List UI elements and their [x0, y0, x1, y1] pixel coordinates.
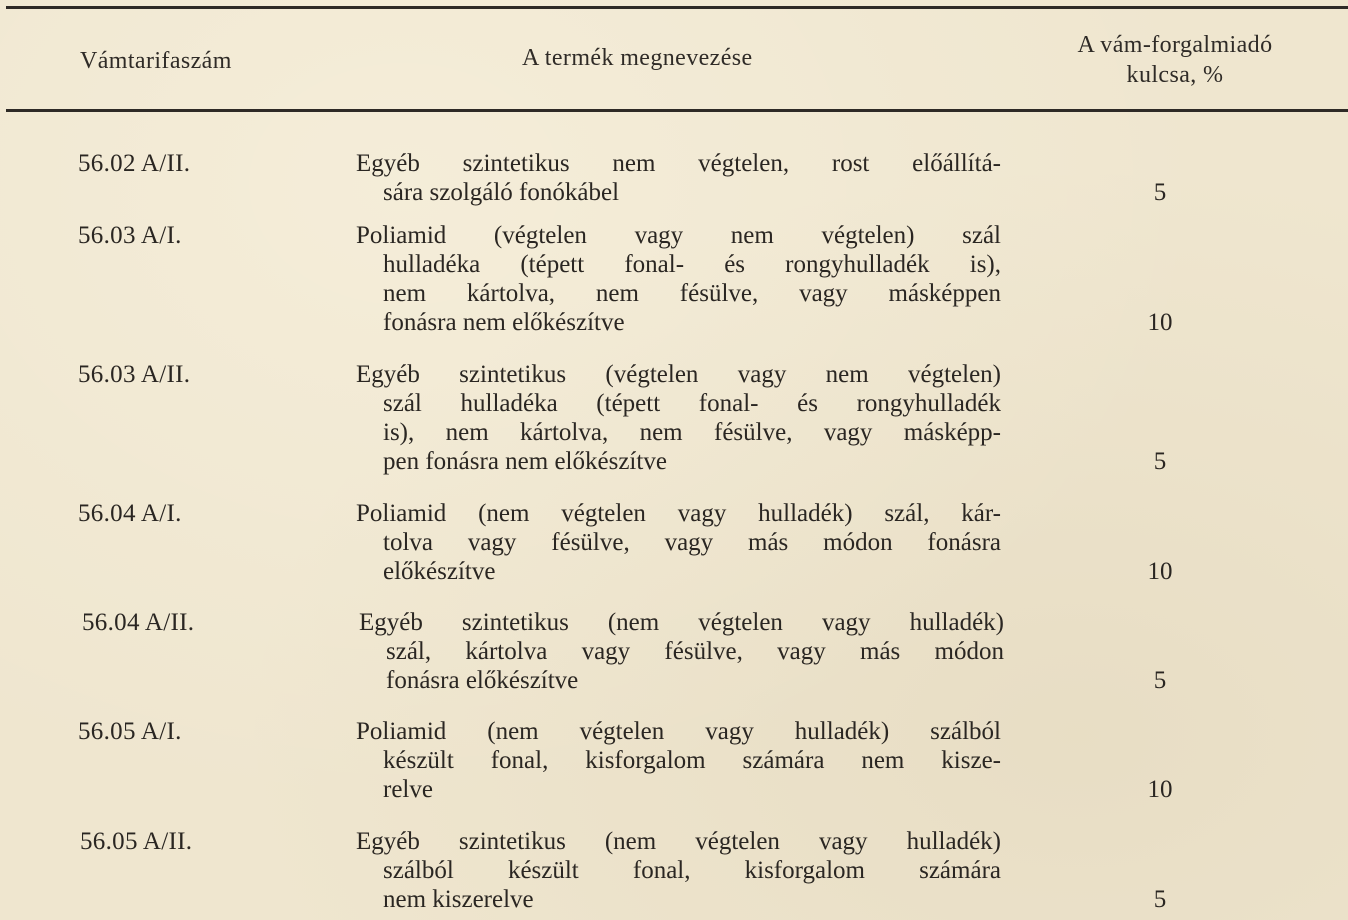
tariff-code: 56.04 A/II. — [82, 609, 195, 636]
description-line: készült fonal, kisforgalom számára nem kisze- — [383, 747, 1001, 774]
product-description — [356, 499, 1001, 586]
tax-rate: 5 — [1153, 179, 1167, 206]
product-description — [356, 149, 1001, 207]
description-line: tolva vagy fésülve, vagy más módon fonásra — [383, 529, 1001, 556]
description-line: Egyéb szintetikus (végtelen vagy nem végtelen) — [356, 361, 1001, 388]
description-line: fonásra előkészítve — [386, 667, 579, 694]
description-line: Poliamid (végtelen vagy nem végtelen) szál — [356, 222, 1001, 249]
tariff-code: 56.03 A/II. — [78, 361, 191, 388]
product-description — [356, 221, 1001, 337]
product-description — [356, 717, 1001, 804]
description-line: szál, kártolva vagy fésülve, vagy más módon — [386, 638, 1004, 665]
header-rule — [6, 109, 1348, 112]
description-line: Poliamid (nem végtelen vagy hulladék) szál, kár- — [356, 500, 1001, 527]
tariff-code: 56.05 A/II. — [80, 828, 193, 855]
column-header-code: Vámtarifaszám — [80, 48, 232, 74]
description-line: fonásra nem előkészítve — [383, 309, 625, 336]
description-line: is), nem kártolva, nem fésülve, vagy másképp- — [383, 419, 1001, 446]
description-line: hulladéka (tépett fonal- és rongyhulladék is), — [383, 251, 1001, 278]
tax-rate: 5 — [1153, 448, 1167, 475]
description-line: sára szolgáló fonókábel — [383, 179, 620, 206]
description-line: Egyéb szintetikus (nem végtelen vagy hulladék) — [359, 609, 1004, 636]
description-line: Egyéb szintetikus (nem végtelen vagy hulladék) — [356, 828, 1001, 855]
description-line: pen fonásra nem előkészítve — [383, 448, 667, 475]
description-line: Poliamid (nem végtelen vagy hulladék) szálból — [356, 718, 1001, 745]
description-line: relve — [383, 776, 433, 803]
description-line: Egyéb szintetikus nem végtelen, rost előállítá- — [356, 150, 1001, 177]
top-rule — [6, 6, 1348, 9]
description-line: nem kiszerelve — [383, 886, 534, 913]
column-header-rate-line1: A vám-forgalmiadó — [1077, 32, 1273, 58]
description-line: szálból készült fonal, kisforgalom számára — [383, 857, 1001, 884]
description-line: nem kártolva, nem fésülve, vagy másképpen — [383, 280, 1001, 307]
tax-rate: 10 — [1147, 558, 1173, 585]
tariff-code: 56.04 A/I. — [78, 500, 182, 527]
column-header-name: A termék megnevezése — [522, 45, 753, 71]
description-line: előkészítve — [383, 558, 496, 585]
column-header-rate — [1050, 30, 1300, 90]
product-description — [356, 360, 1001, 476]
column-header-rate-line2: kulcsa, % — [1126, 62, 1224, 88]
tariff-code: 56.03 A/I. — [78, 222, 182, 249]
product-description — [356, 827, 1001, 914]
tax-rate: 5 — [1153, 667, 1167, 694]
tax-rate: 5 — [1153, 886, 1167, 913]
tariff-code: 56.05 A/I. — [78, 718, 182, 745]
description-line: szál hulladéka (tépett fonal- és rongyhulladék — [383, 390, 1001, 417]
product-description — [359, 608, 1004, 695]
tax-rate: 10 — [1147, 776, 1173, 803]
tariff-code: 56.02 A/II. — [78, 150, 191, 177]
tax-rate: 10 — [1147, 309, 1173, 336]
